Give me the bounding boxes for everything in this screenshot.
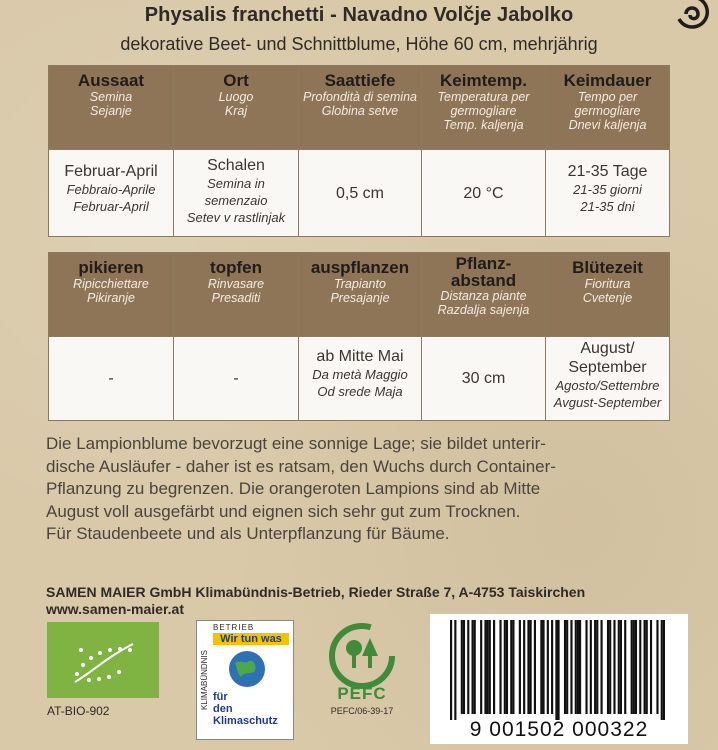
planting-table [48, 252, 670, 421]
globe-icon [227, 649, 267, 689]
barcode-bar [523, 620, 525, 714]
barcode-bar [646, 620, 648, 714]
barcode-bar [454, 620, 456, 720]
value-cell: 30 cm [422, 337, 546, 421]
header-cell: topfen Rinvasare Presaditi [174, 253, 299, 337]
barcode-bar [633, 620, 635, 714]
barcode-bar [540, 620, 542, 714]
barcode-bar [519, 620, 521, 714]
bio-code-label: AT-BIO-902 [47, 704, 110, 718]
barcode-bar [566, 620, 568, 714]
brand-swirl-icon [674, 0, 710, 30]
barcode-bar [601, 620, 603, 714]
product-title: Physalis franchetti - Navadno Volčje Jabolko [144, 4, 574, 26]
barcode-bar [510, 620, 512, 714]
value-cell: 0,5 cm [299, 150, 422, 237]
barcode-bar [661, 620, 663, 720]
barcode-bar [493, 620, 495, 714]
barcode-bar [631, 620, 633, 714]
barcode-bar [551, 620, 553, 714]
eu-organic-logo-icon [47, 622, 159, 698]
barcode-bar [474, 620, 476, 714]
barcode-bar [650, 620, 652, 714]
barcode-bar [463, 620, 465, 714]
barcode-bar [663, 620, 665, 720]
description-text: Die Lampionblume bevorzugt eine sonnige Lage; sie bildet unterir- dische Ausläufer - daher ist es ratsam, den Wuchs durch Container- Pflanzung zu begrenzen. Die orangeroten Lampions sind ab Mitte August voll ausgefärbt und eignen sich sehr gut zum Trocknen. Für Staudenbeete und als Unterpflanzung für Bäume. [46, 434, 556, 543]
barcode-bar [609, 620, 611, 714]
header-cell: Pflanz-abstand Distanza piante Razdalja sajenja [422, 253, 546, 337]
value-cell: - [49, 337, 174, 421]
company-address: SAMEN MAIER GmbH Klimabündnis-Betrieb, Rieder Straße 7, A-4753 Taiskirchen [46, 584, 586, 600]
barcode-bar [504, 620, 506, 714]
value-cell: Schalen Semina in semenzaio Setev v rastlinjak [174, 150, 299, 237]
barcode-bar [607, 620, 609, 714]
header-cell: Ort Luogo Kraj [174, 66, 299, 150]
barcode-bar [613, 620, 615, 714]
barcode-bar [656, 620, 658, 714]
barcode-bar [620, 620, 622, 714]
barcode-bar [635, 620, 637, 714]
barcode-bar [461, 620, 463, 714]
barcode-bar [450, 620, 452, 720]
barcode-bar [575, 620, 577, 714]
barcode-bar [489, 620, 491, 714]
barcode-bar [579, 620, 581, 714]
barcode-bar [644, 620, 646, 714]
header-cell: pikieren Ripicchiettare Pikiranje [49, 253, 174, 337]
header-cell: auspflanzen Trapianto Presajanje [299, 253, 422, 337]
header-cell: Saattiefe Profondità di semina Globina setve [299, 66, 422, 150]
barcode-bar [484, 620, 486, 714]
barcode-bar [570, 620, 572, 714]
barcode-bar [512, 620, 514, 714]
barcode-bar [624, 620, 626, 714]
value-cell: 20 °C [422, 150, 546, 237]
website-link[interactable]: www.samen-maier.at [46, 601, 184, 617]
barcode-bar [577, 620, 579, 714]
barcode-bar [534, 620, 536, 714]
barcode-bar [558, 620, 560, 720]
barcode-bar [542, 620, 544, 714]
value-cell: Februar-April Febbraio-Aprile Februar-April [49, 150, 174, 237]
barcode-bar [555, 620, 557, 720]
barcode-bar [585, 620, 587, 714]
value-cell: - [174, 337, 299, 421]
barcode-bar [506, 620, 508, 714]
barcode-bar [480, 620, 482, 714]
barcode-bar [639, 620, 641, 714]
barcode-bar [590, 620, 592, 714]
sowing-table [48, 65, 670, 237]
value-cell: August/ September Agosto/Settembre Avgust-September [546, 337, 670, 421]
barcode [430, 614, 688, 744]
barcode-bar [499, 620, 501, 714]
barcode-bar [527, 620, 529, 714]
barcode-bar [467, 620, 469, 714]
barcode-bar [472, 620, 474, 714]
header-cell: Blütezeit Fioritura Cvetenje [546, 253, 670, 337]
barcode-bar [618, 620, 620, 714]
product-subtitle: dekorative Beet- und Schnittblume, Höhe 60 cm, mehrjährig [120, 34, 598, 54]
barcode-number: 9 001502 000322 [469, 718, 649, 741]
barcode-bar [530, 620, 532, 714]
barcode-bar [487, 620, 489, 714]
header-cell: Keimdauer Tempo per germogliare Dnevi kaljenja [546, 66, 670, 150]
barcode-bar [564, 620, 566, 714]
barcode-bar [594, 620, 596, 714]
header-cell: Keimtemp. Temperatura per germogliare Temp. kaljenja [422, 66, 546, 150]
header-cell: Aussaat Semina Sejanje [49, 66, 174, 150]
pefc-logo-icon: PEFC PEFC/06-39-17 [318, 622, 406, 742]
klimabuendnis-badge: KLIMABÜNDNIS BETRIEB Wir tun was für den Klimaschutz [196, 620, 294, 740]
barcode-bar [596, 620, 598, 714]
value-cell: ab Mitte Mai Da metà Maggio Od srede Maja [299, 337, 422, 421]
barcode-bar [547, 620, 549, 714]
value-cell: 21-35 Tage 21-35 giorni 21-35 dni [546, 150, 670, 237]
